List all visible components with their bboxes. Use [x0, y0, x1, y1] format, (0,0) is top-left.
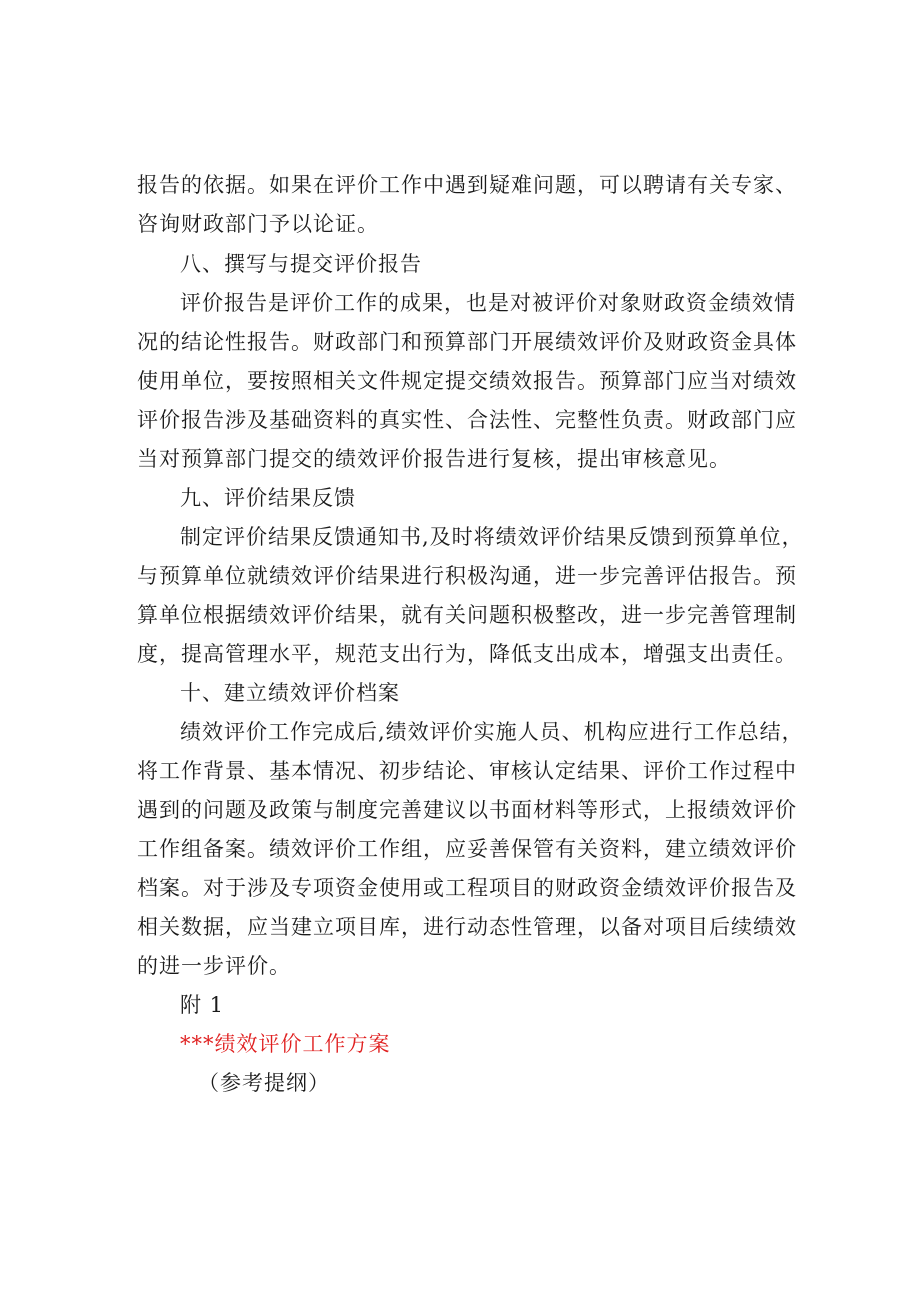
paragraph-line: 咨询财政部门予以论证。	[137, 212, 379, 236]
paragraph-line: 制定评价结果反馈通知书,及时将绩效评价结果反馈到预算单位，	[180, 525, 804, 549]
appendix-subtitle: （参考提纲）	[198, 1071, 330, 1095]
paragraph-line: 相关数据，应当建立项目库，进行动态性管理，以备对项目后续绩效	[137, 915, 797, 939]
paragraph-line: 况的结论性报告。财政部门和预算部门开展绩效评价及财政资金具体	[137, 330, 797, 354]
paragraph-line: 与预算单位就绩效评价结果进行积极沟通，进一步完善评估报告。预	[137, 564, 797, 588]
section-heading-10: 十、建立绩效评价档案	[180, 681, 400, 705]
paragraph-line: 报告的依据。如果在评价工作中遇到疑难问题，可以聘请有关专家、	[137, 173, 797, 197]
paragraph-line: 度，提高管理水平，规范支出行为，降低支出成本，增强支出责任。	[137, 642, 797, 666]
paragraph-line: 使用单位，要按照相关文件规定提交绩效报告。预算部门应当对绩效	[137, 369, 797, 393]
paragraph-line: 评价报告涉及基础资料的真实性、合法性、完整性负责。财政部门应	[137, 408, 797, 432]
appendix-title: ***绩效评价工作方案	[180, 1032, 391, 1056]
paragraph-line: 将工作背景、基本情况、初步结论、审核认定结果、评价工作过程中	[137, 759, 797, 783]
appendix-label: 附 1	[180, 993, 225, 1017]
section-heading-8: 八、撰写与提交评价报告	[180, 252, 422, 276]
paragraph-line: 工作组备案。绩效评价工作组，应妥善保管有关资料，建立绩效评价	[137, 837, 797, 861]
section-heading-9: 九、评价结果反馈	[180, 486, 356, 510]
paragraph-line: 遇到的问题及政策与制度完善建议以书面材料等形式，上报绩效评价	[137, 798, 797, 822]
paragraph-line: 评价报告是评价工作的成果，也是对被评价对象财政资金绩效情	[180, 291, 796, 315]
paragraph-line: 算单位根据绩效评价结果，就有关问题积极整改，进一步完善管理制	[137, 603, 797, 627]
paragraph-line: 绩效评价工作完成后,绩效评价实施人员、机构应进行工作总结，	[180, 720, 804, 744]
paragraph-line: 档案。对于涉及专项资金使用或工程项目的财政资金绩效评价报告及	[137, 876, 797, 900]
paragraph-line: 的进一步评价。	[137, 954, 291, 978]
paragraph-line: 当对预算部门提交的绩效评价报告进行复核，提出审核意见。	[137, 447, 731, 471]
